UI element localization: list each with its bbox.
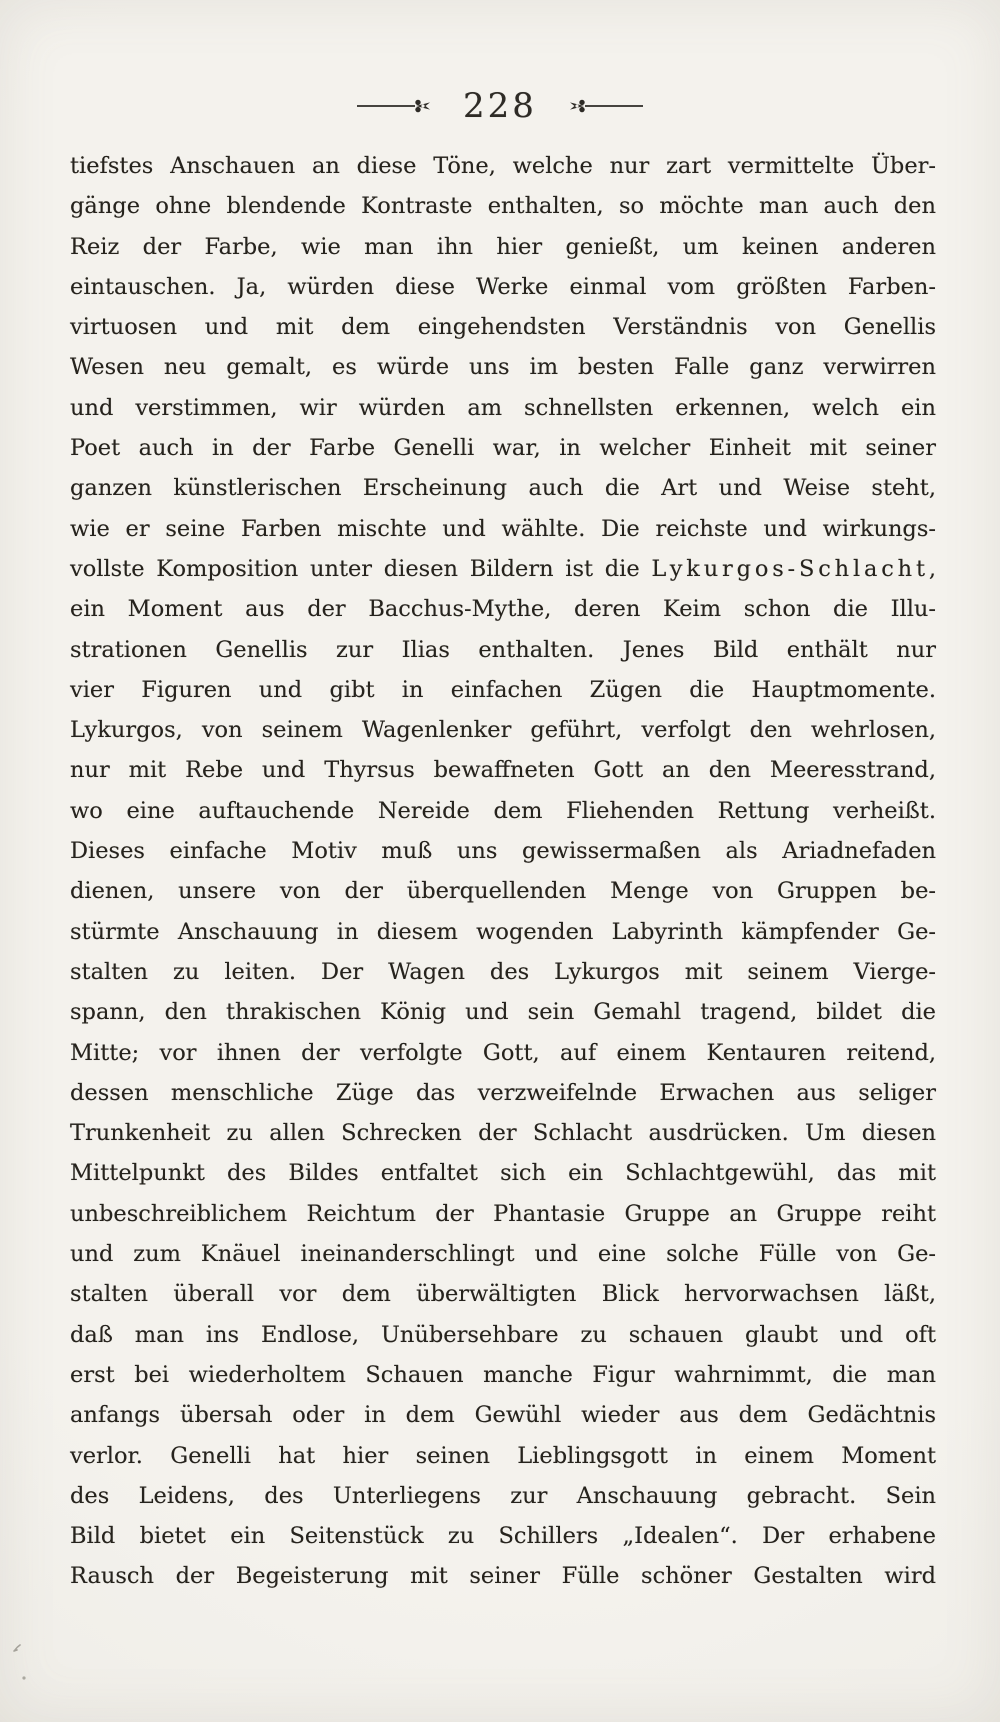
line-text: erst bei wiederholtem Schauen manche Figur wahrnimmt, die man	[70, 1361, 936, 1388]
text-line	[70, 1274, 936, 1314]
line-text: gänge ohne blendende Kontraste enthalten, so möchte man auch den	[70, 193, 936, 220]
text-line	[70, 1395, 936, 1435]
text-line	[70, 710, 936, 750]
line-text: dienen, unsere von der überquellenden Menge von Gruppen be-	[70, 878, 936, 905]
text-line	[70, 347, 936, 387]
text-line	[70, 1556, 936, 1596]
line-text: tiefstes Anschauen an diese Töne, welche nur zart vermittelte Über-	[70, 153, 936, 179]
text-line	[70, 549, 936, 589]
text-line	[70, 1033, 936, 1073]
text-line	[70, 831, 936, 871]
page-number: 228	[463, 86, 537, 126]
text-line	[70, 428, 936, 468]
line-text: Rausch der Begeisterung mit seiner Fülle schöner Gestalten wird	[70, 1563, 936, 1590]
line-text: stürmte Anschauung in diesem wogenden Labyrinth kämpfender Ge-	[70, 918, 936, 945]
text-line	[70, 227, 936, 267]
line-text: ein Moment aus der Bacchus-Mythe, deren Keim schon die Illu-	[70, 596, 936, 623]
body-text	[70, 146, 936, 1597]
text-line	[70, 992, 936, 1032]
line-text: eintauschen. Ja, würden diese Werke einmal vom größten Farben-	[70, 273, 936, 300]
text-line	[70, 1234, 936, 1274]
line-text: Mitte; vor ihnen der verfolgte Gott, auf einem Kentauren reitend,	[70, 1039, 936, 1066]
text-line	[70, 1194, 936, 1234]
header-flourish-right-icon	[563, 97, 643, 115]
page-header	[0, 84, 1000, 128]
line-text: Mittelpunkt des Bildes entfaltet sich ein Schlachtgewühl, das mit	[70, 1160, 936, 1187]
text-line	[70, 509, 936, 549]
line-text: ganzen künstlerischen Erscheinung auch die Art und Weise steht,	[70, 475, 936, 502]
line-text: und verstimmen, wir würden am schnellsten erkennen, welch ein	[70, 394, 936, 421]
line-text: virtuosen und mit dem eingehendsten Verständnis von Genellis	[70, 314, 936, 341]
line-text: stalten zu leiten. Der Wagen des Lykurgos mit seinem Vierge-	[70, 958, 936, 985]
text-line	[70, 630, 936, 670]
text-line	[70, 912, 936, 952]
line-text: stalten überall vor dem überwältigten Blick hervorwachsen läßt,	[70, 1281, 936, 1308]
line-text: vollste Komposition unter diesen Bildern ist die	[70, 555, 652, 582]
line-text: nur mit Rebe und Thyrsus bewaffneten Gott an den Meeresstrand,	[70, 757, 936, 784]
line-text: und zum Knäuel ineinanderschlingt und eine solche Fülle von Ge-	[70, 1241, 936, 1268]
text-line	[70, 1516, 936, 1556]
text-line	[70, 468, 936, 508]
line-text: wo eine auftauchende Nereide dem Fliehenden Rettung verheißt.	[70, 797, 936, 824]
line-text: Trunkenheit zu allen Schrecken der Schlacht ausdrücken. Um diesen	[70, 1120, 936, 1147]
emphasized-term: Lykurgos-Schlacht	[651, 555, 929, 582]
text-line	[70, 267, 936, 307]
text-line	[70, 589, 936, 629]
line-text: Poet auch in der Farbe Genelli war, in welcher Einheit mit seiner	[70, 435, 936, 462]
text-line	[70, 1355, 936, 1395]
text-line	[70, 952, 936, 992]
header-flourish-left-icon	[357, 97, 437, 115]
line-text: daß man ins Endlose, Unübersehbare zu schauen glaubt und oft	[70, 1321, 936, 1348]
text-line	[70, 1073, 936, 1113]
line-text: Bild bietet ein Seitenstück zu Schillers „Idealen“. Der erhabene	[70, 1523, 936, 1550]
line-text: Reiz der Farbe, wie man ihn hier genießt, um keinen anderen	[70, 233, 936, 260]
line-text: dessen menschliche Züge das verzweifelnde Erwachen aus seliger	[70, 1079, 936, 1106]
line-text: verlor. Genelli hat hier seinen Lieblingsgott in einem Moment	[70, 1442, 936, 1469]
line-text: strationen Genellis zur Ilias enthalten. Jenes Bild enthält nur	[70, 636, 936, 663]
text-line	[70, 1113, 936, 1153]
text-line	[70, 388, 936, 428]
line-text: vier Figuren und gibt in einfachen Zügen die Hauptmomente.	[70, 676, 936, 703]
text-line	[70, 307, 936, 347]
line-text: Lykurgos, von seinem Wagenlenker geführt, verfolgt den wehrlosen,	[70, 717, 936, 744]
text-line	[70, 670, 936, 710]
text-line	[70, 791, 936, 831]
text-line	[70, 1315, 936, 1355]
text-line	[70, 1153, 936, 1193]
line-text: Wesen neu gemalt, es würde uns im besten Falle ganz verwirren	[70, 354, 936, 381]
line-text: anfangs übersah oder in dem Gewühl wieder aus dem Gedächtnis	[70, 1402, 936, 1429]
line-text: spann, den thrakischen König und sein Gemahl tragend, bildet die	[70, 999, 936, 1026]
text-line	[70, 1476, 936, 1516]
text-line	[70, 146, 936, 186]
text-line	[70, 871, 936, 911]
text-line	[70, 750, 936, 790]
text-line	[70, 186, 936, 226]
line-text: wie er seine Farben mischte und wählte. Die reichste und wirkungs-	[70, 515, 936, 542]
line-text: ,	[928, 555, 936, 582]
text-line	[70, 1436, 936, 1476]
line-text: unbeschreiblichem Reichtum der Phantasie Gruppe an Gruppe reiht	[70, 1200, 936, 1227]
line-text: des Leidens, des Unterliegens zur Anschauung gebracht. Sein	[70, 1482, 936, 1509]
pencil-mark	[8, 1628, 48, 1698]
line-text: Dieses einfache Motiv muß uns gewissermaßen als Ariadnefaden	[70, 838, 936, 865]
